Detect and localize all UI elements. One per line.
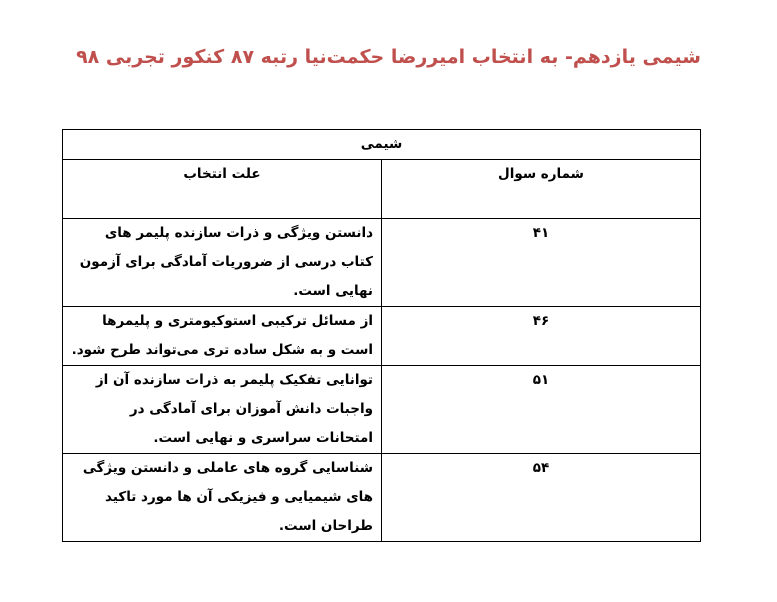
selection-reason: از مسائل ترکیبی استوکیومتری و پلیمرها است و به شکل ساده تری می‌تواند طرح شود. [63, 307, 382, 366]
question-number: ۴۶ [382, 307, 701, 366]
question-number: ۵۴ [382, 454, 701, 542]
question-number: ۵۱ [382, 366, 701, 454]
table-row [63, 219, 701, 307]
question-number-header: شماره سوال [382, 160, 701, 219]
question-number: ۴۱ [382, 219, 701, 307]
table-row [63, 307, 701, 366]
table-row [63, 366, 701, 454]
question-selection-table [62, 129, 701, 542]
selection-reason: شناسایی گروه های عاملی و دانستن ویژگی های شیمیایی و فیزیکی آن ها مورد تاکید طراحان است. [63, 454, 382, 542]
selection-reason: توانایی تفکیک پلیمر به ذرات سازنده آن از واجبات دانش آموزان برای آمادگی در امتحانات سراسری و نهایی است. [63, 366, 382, 454]
subject-row [63, 130, 701, 160]
subject-heading: شیمی [63, 130, 701, 160]
reason-header: علت انتخاب [63, 160, 382, 219]
page-title: شیمی یازدهم- به انتخاب امیررضا حکمت‌نیا رتبه ۸۷ کنکور تجربی ۹۸ [76, 46, 701, 68]
selection-reason: دانستن ویژگی و ذرات سازنده پلیمر های کتاب درسی از ضروریات آمادگی برای آزمون نهایی است. [63, 219, 382, 307]
header-row [63, 160, 701, 219]
table-row [63, 454, 701, 542]
